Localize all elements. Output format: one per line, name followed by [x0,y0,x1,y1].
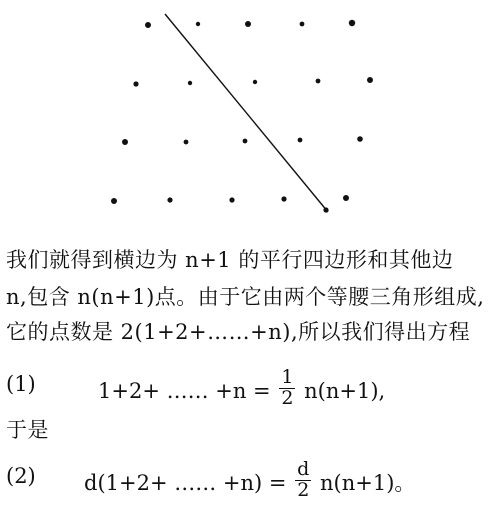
fraction-numerator: d [297,458,310,480]
grid-dot [188,81,192,85]
fraction-denominator: 2 [297,478,310,501]
fraction [295,460,311,501]
grid-dot [298,138,303,143]
equation-number: (2) [6,464,36,488]
equation-lhs: d(1+2+ …… +n) = [84,470,287,495]
grid-dot [133,81,138,86]
grid-dot [367,77,373,83]
grid-dot [281,196,286,201]
paragraph-line-2: n,包含 n(n+1)点。由于它由两个等腰三角形组成, [6,285,485,309]
fraction-denominator: 2 [281,386,294,409]
equation-body [98,366,386,413]
diagonal-end-dot [323,207,328,212]
grid-dot [245,21,251,27]
grid-dot [196,22,200,26]
dot-grid [111,20,373,204]
grid-dot [300,22,305,27]
equation-number: (1) [6,372,36,396]
fraction [279,368,295,409]
equation-lhs: 1+2+ …… +n = [98,378,271,403]
paragraph-line-1: 我们就得到横边为 n+1 的平行四边形和其他边 [6,248,454,272]
grid-dot [243,139,248,144]
grid-dot [343,195,349,201]
fraction-numerator: 1 [281,366,294,388]
diagonal-line [165,14,328,212]
equation-body [84,458,416,505]
grid-dot [357,136,363,142]
grid-dot [122,139,128,145]
grid-dot [184,140,189,145]
grid-dot [253,80,257,84]
equation-rhs: n(n+1), [304,378,386,403]
grid-dot [145,22,151,28]
grid-dot [316,79,321,84]
grid-dot [167,197,172,202]
grid-dot [349,20,355,26]
connector-text: 于是 [6,418,49,442]
dot-grid-figure [0,0,489,230]
grid-dot [229,197,234,202]
grid-dot [111,198,117,204]
paragraph-line-3: 它的点数是 2(1+2+……+n),所以我们得出方程 [6,320,471,344]
equation-rhs: n(n+1)。 [320,470,416,495]
